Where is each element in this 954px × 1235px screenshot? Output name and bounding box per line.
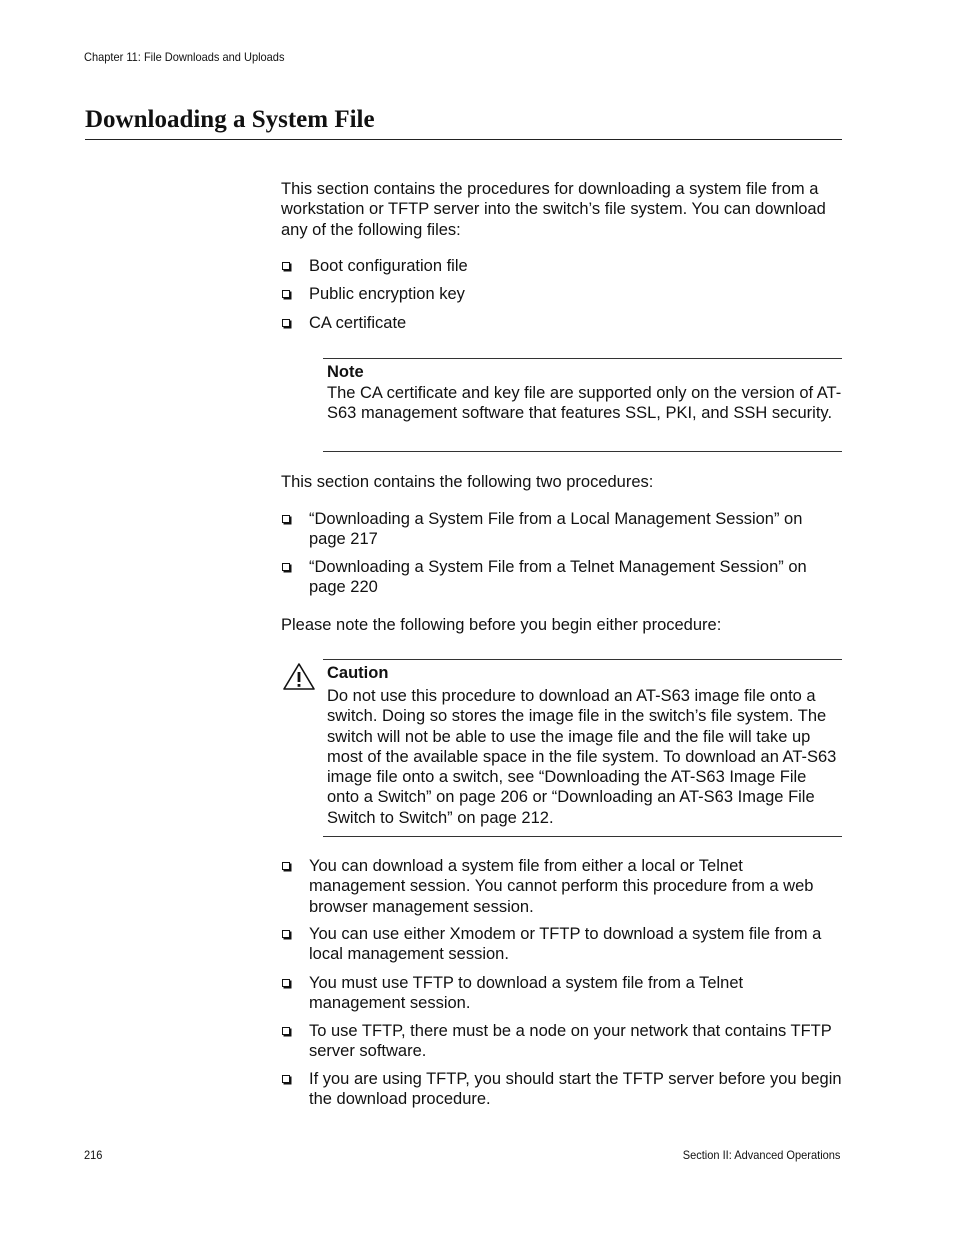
procedures-intro: This section contains the following two procedures: <box>281 473 654 491</box>
list-item: If you are using TFTP, you should start the TFTP server before you begin the download procedure. <box>281 1069 843 1110</box>
list-item: You can download a system file from either a local or Telnet management session. You cannot perform this procedure from a web browser management session. <box>281 856 843 917</box>
page-title: Downloading a System File <box>85 106 375 133</box>
title-rule <box>85 139 842 140</box>
list-item: “Downloading a System File from a Telnet Management Session” on page 220 <box>281 557 843 598</box>
list-item: Public encryption key <box>281 284 843 304</box>
checkbox-bullet-icon <box>282 515 290 523</box>
caution-label: Caution <box>327 664 389 682</box>
checkbox-bullet-icon <box>282 262 290 270</box>
list-item: You can use either Xmodem or TFTP to download a system file from a local management session. <box>281 924 843 965</box>
note-text: The CA certificate and key file are supported only on the version of AT-S63 management software that features SSL, PKI, and SSH security. <box>327 384 842 423</box>
checkbox-bullet-icon <box>282 930 290 938</box>
checkbox-bullet-icon <box>282 979 290 987</box>
footer-section: Section II: Advanced Operations <box>682 1148 840 1162</box>
list-item: Boot configuration file <box>281 256 843 276</box>
note-box <box>323 358 842 452</box>
note-label: Note <box>327 363 364 381</box>
checkbox-bullet-icon <box>282 862 290 870</box>
warning-triangle-icon <box>283 662 317 692</box>
checkbox-bullet-icon <box>282 319 290 327</box>
list-item: To use TFTP, there must be a node on your network that contains TFTP server software. <box>281 1021 843 1062</box>
intro-paragraph: This section contains the procedures for downloading a system file from a workstation or TFTP server into the switch’s file system. You can download any of the following files: <box>281 180 826 239</box>
list-item: You must use TFTP to download a system file from a Telnet management session. <box>281 973 843 1014</box>
caution-text: Do not use this procedure to download an AT-S63 image file onto a switch. Doing so stores the image file in the switch’s file system. The switch will not be able to use the image file and the file will take up most of the available space in the file system. To download an AT-S63 image file onto a switch, see “Downloading the AT-S63 Image File onto a Switch” on page 206 or “Downloading an AT-S63 Image File Switch to Switch” on page 212. <box>327 687 837 827</box>
running-header: Chapter 11: File Downloads and Uploads <box>84 50 285 64</box>
page-number: 216 <box>84 1148 103 1162</box>
checkbox-bullet-icon <box>282 1075 290 1083</box>
checkbox-bullet-icon <box>282 563 290 571</box>
checkbox-bullet-icon <box>282 1027 290 1035</box>
list-item: CA certificate <box>281 313 843 333</box>
checkbox-bullet-icon <box>282 290 290 298</box>
prereq-intro: Please note the following before you begin either procedure: <box>281 616 722 634</box>
caution-box <box>323 659 842 837</box>
list-item: “Downloading a System File from a Local Management Session” on page 217 <box>281 509 843 550</box>
